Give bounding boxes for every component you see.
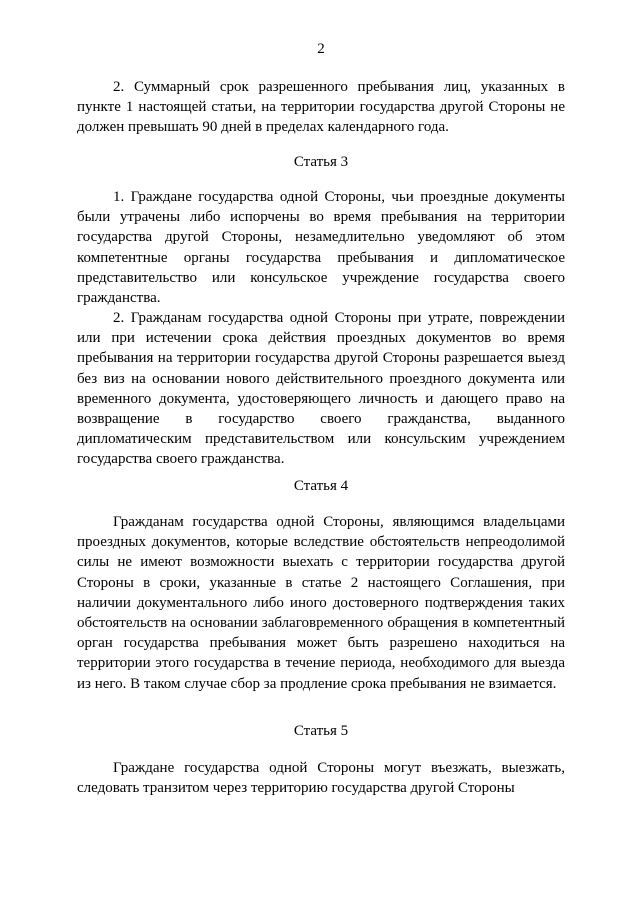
paragraph-article2-point2: 2. Суммарный срок разрешенного пребывания лиц, указанных в пункте 1 настоящей статьи, на территории государства другой Стороны не должен превышать 90 дней в пределах календарного года. [77, 79, 565, 136]
page-number: 2 [317, 41, 325, 57]
heading-article-5: Статья 5 [293, 723, 349, 739]
paragraph-article3-point1: 1. Граждане государства одной Стороны, чьи проездные документы были утрачены либо испорчены во время пребывания на территории государства другой Стороны, незамедлительно уведомляют об этом компетентные органы государства пребывания и дипломатическое представительство или консульское учреждение государства своего гражданства. [77, 189, 565, 307]
paragraph-article3-point2: 2. Гражданам государства одной Стороны при утрате, повреждении или при истечении срока действия проездных документов во время пребывания на территории государства другой Стороны разрешается выезд без виз на основании нового действительного проездного документа или временного документа, удостоверяющего личность и дающего право на возвращение в государство своего гражданства, выданного дипломатическим представительством или консульским учреждением государства своего гражданства. [77, 310, 565, 468]
paragraph-article4: Гражданам государства одной Стороны, являющимся владельцами проездных документов, которые вследствие обстоятельств непреодолимой силы не имеют возможности выехать с территории государства другой Стороны в сроки, указанные в статье 2 настоящего Соглашения, при наличии документального либо иного достоверного подтверждения таких обстоятельств на основании заблаговременного обращения в компетентный орган государства пребывания может быть разрешено находиться на территории этого государства в течение периода, необходимого для выезда из него. В таком случае сбор за продление срока пребывания не взимается. [77, 514, 565, 692]
heading-article-4: Статья 4 [293, 478, 349, 494]
heading-article-3: Статья 3 [293, 154, 349, 170]
paragraph-article5: Граждане государства одной Стороны могут въезжать, выезжать, следовать транзитом через территорию государства другой Стороны [77, 760, 565, 797]
